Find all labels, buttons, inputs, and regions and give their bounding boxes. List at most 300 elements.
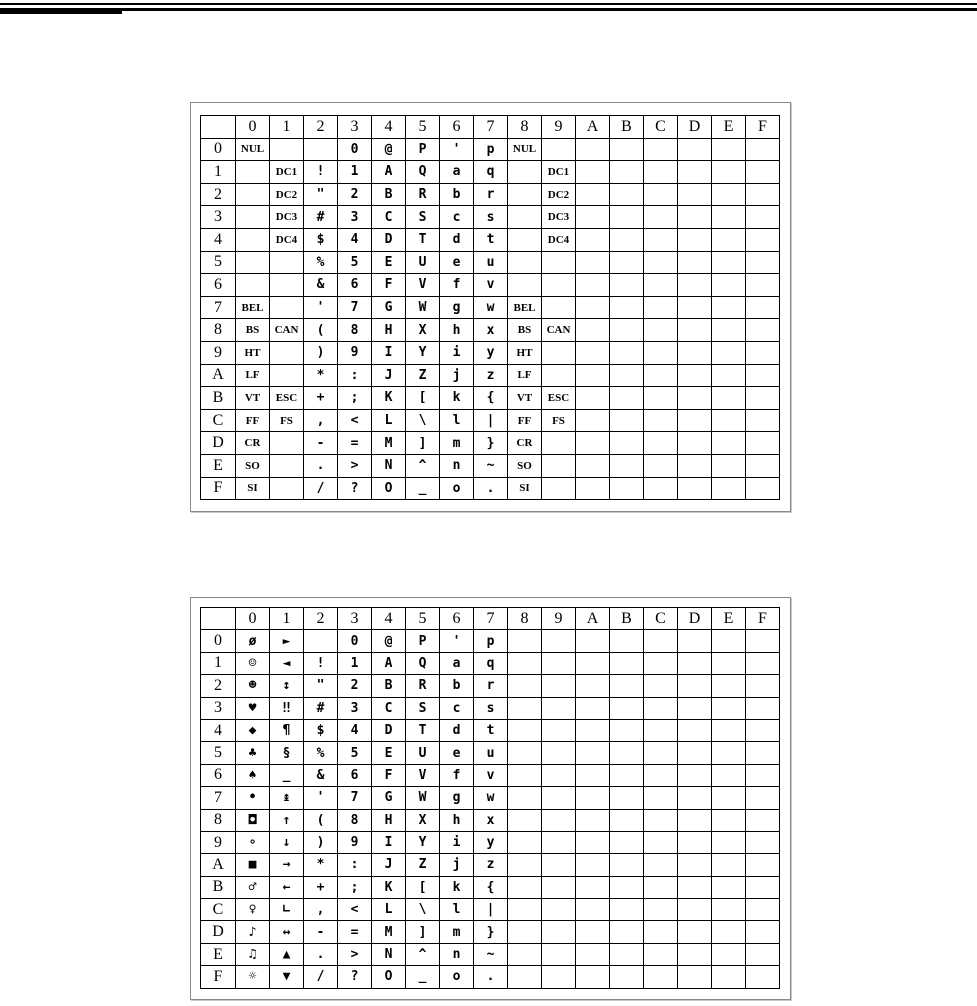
table-cell: D	[372, 228, 406, 251]
table-cell: -	[304, 921, 338, 943]
table-cell: R	[406, 183, 440, 206]
column-header: 3	[338, 116, 372, 139]
table-cell: ♣	[236, 742, 270, 764]
table-cell: j	[440, 854, 474, 876]
table-cell: {	[474, 876, 508, 898]
row-header: F	[201, 966, 236, 988]
table-cell	[236, 274, 270, 297]
table-cell	[678, 697, 712, 719]
table-cell	[508, 206, 542, 229]
row-header: 2	[201, 183, 236, 206]
table-cell: y	[474, 831, 508, 853]
row-header: 1	[201, 161, 236, 184]
table-cell	[644, 138, 678, 161]
table-cell	[678, 943, 712, 965]
table-cell: r	[474, 675, 508, 697]
table-cell	[678, 477, 712, 500]
table-cell	[712, 319, 746, 342]
table-cell	[542, 787, 576, 809]
table-row	[201, 809, 780, 831]
table-cell	[576, 341, 610, 364]
table-cell	[712, 183, 746, 206]
table-cell: S	[406, 697, 440, 719]
table-cell: BS	[508, 319, 542, 342]
row-header: 7	[201, 296, 236, 319]
table-cell	[610, 921, 644, 943]
table-cell	[712, 409, 746, 432]
table-cell	[508, 876, 542, 898]
table-cell: VT	[236, 387, 270, 410]
table-cell	[712, 341, 746, 364]
table-cell	[678, 764, 712, 786]
table-cell	[678, 675, 712, 697]
table-cell: ▼	[270, 966, 304, 988]
table-cell: ↑	[270, 809, 304, 831]
table-cell: p	[474, 138, 508, 161]
row-header: 4	[201, 719, 236, 741]
table-cell	[644, 477, 678, 500]
table-cell	[746, 675, 780, 697]
table-cell	[678, 432, 712, 455]
table-cell	[576, 206, 610, 229]
table-cell	[644, 341, 678, 364]
table-cell	[712, 787, 746, 809]
table-cell	[746, 719, 780, 741]
table-cell	[678, 787, 712, 809]
table-cell: 3	[338, 206, 372, 229]
table-row	[201, 251, 780, 274]
table-cell: (	[304, 319, 338, 342]
table-cell: ♠	[236, 764, 270, 786]
table-cell: b	[440, 183, 474, 206]
row-header: 6	[201, 274, 236, 297]
table-cell	[610, 296, 644, 319]
table-cell	[610, 432, 644, 455]
table-cell	[746, 364, 780, 387]
table-cell: DC1	[542, 161, 576, 184]
table-cell	[644, 966, 678, 988]
table-cell: "	[304, 675, 338, 697]
column-header: D	[678, 116, 712, 139]
table-cell: ~	[474, 943, 508, 965]
table-cell	[270, 477, 304, 500]
table-cell	[746, 876, 780, 898]
table-cell	[712, 138, 746, 161]
table-cell: e	[440, 742, 474, 764]
table-cell	[746, 652, 780, 674]
table-cell: ♂	[236, 876, 270, 898]
row-header: D	[201, 921, 236, 943]
table-cell	[542, 742, 576, 764]
table-cell: i	[440, 341, 474, 364]
table-cell: V	[406, 274, 440, 297]
table-row	[201, 652, 780, 674]
table-cell	[712, 274, 746, 297]
table-cell: A	[372, 161, 406, 184]
table-cell	[644, 296, 678, 319]
table-cell: ↕	[270, 675, 304, 697]
table-cell: !	[304, 161, 338, 184]
row-header: 5	[201, 251, 236, 274]
table-cell	[712, 899, 746, 921]
table-cell: DC3	[270, 206, 304, 229]
column-header: 8	[508, 608, 542, 630]
table-cell: v	[474, 274, 508, 297]
column-header: 1	[270, 116, 304, 139]
table-cell: 0	[338, 630, 372, 652]
table-cell	[610, 341, 644, 364]
table-cell: 8	[338, 809, 372, 831]
table-cell: (	[304, 809, 338, 831]
table-cell: *	[304, 364, 338, 387]
table-cell: F	[372, 764, 406, 786]
table-cell: \	[406, 899, 440, 921]
table-cell: CAN	[270, 319, 304, 342]
table-cell	[712, 477, 746, 500]
table-cell: e	[440, 251, 474, 274]
table-cell	[542, 341, 576, 364]
column-header: 0	[236, 608, 270, 630]
table-row	[201, 943, 780, 965]
table-cell: Y	[406, 831, 440, 853]
table-cell: ]	[406, 921, 440, 943]
table-cell	[610, 251, 644, 274]
table-cell: <	[338, 409, 372, 432]
table-cell: SI	[236, 477, 270, 500]
table-cell: SI	[508, 477, 542, 500]
table-cell: I	[372, 341, 406, 364]
table-cell	[542, 943, 576, 965]
table-cell: o	[440, 966, 474, 988]
table-row	[201, 364, 780, 387]
table-cell: u	[474, 742, 508, 764]
header-row	[201, 608, 780, 630]
table-cell: CR	[236, 432, 270, 455]
table-cell	[678, 364, 712, 387]
table-row	[201, 183, 780, 206]
table-cell: ?	[338, 477, 372, 500]
table-cell: /	[304, 477, 338, 500]
table-cell	[576, 787, 610, 809]
table-cell	[678, 161, 712, 184]
table-cell: .	[304, 454, 338, 477]
table-cell: !	[304, 652, 338, 674]
table-cell: 1	[338, 161, 372, 184]
character-table-1-frame	[190, 102, 791, 512]
table-cell: BEL	[236, 296, 270, 319]
table-cell: ,	[304, 899, 338, 921]
table-cell: ESC	[542, 387, 576, 410]
table-cell: i	[440, 831, 474, 853]
row-header: 7	[201, 787, 236, 809]
table-cell: ■	[236, 854, 270, 876]
row-header: 2	[201, 675, 236, 697]
table-cell	[746, 787, 780, 809]
table-cell	[508, 697, 542, 719]
row-header: B	[201, 876, 236, 898]
table-cell	[746, 274, 780, 297]
table-cell: q	[474, 161, 508, 184]
table-cell: SO	[236, 454, 270, 477]
table-cell	[542, 809, 576, 831]
table-cell	[576, 675, 610, 697]
table-cell	[508, 764, 542, 786]
table-row	[201, 206, 780, 229]
row-header: 3	[201, 206, 236, 229]
table-cell: LF	[508, 364, 542, 387]
column-header: 5	[406, 116, 440, 139]
table-cell: t	[474, 719, 508, 741]
table-cell: I	[372, 831, 406, 853]
table-cell	[508, 274, 542, 297]
table-cell	[576, 161, 610, 184]
table-cell	[746, 943, 780, 965]
table-cell	[270, 251, 304, 274]
table-cell: j	[440, 364, 474, 387]
table-cell	[746, 296, 780, 319]
table-cell: N	[372, 454, 406, 477]
table-cell: b	[440, 675, 474, 697]
table-cell: ESC	[270, 387, 304, 410]
table-cell: §	[270, 742, 304, 764]
row-header: F	[201, 477, 236, 500]
table-cell: ☼	[236, 966, 270, 988]
table-cell	[746, 899, 780, 921]
table-cell: c	[440, 697, 474, 719]
table-cell	[576, 921, 610, 943]
table-cell: →	[270, 854, 304, 876]
table-cell: :	[338, 854, 372, 876]
table-cell: o	[440, 477, 474, 500]
table-cell	[644, 364, 678, 387]
table-cell	[542, 899, 576, 921]
row-header: C	[201, 409, 236, 432]
table-cell	[678, 319, 712, 342]
table-cell	[746, 341, 780, 364]
table-cell	[270, 432, 304, 455]
table-cell: a	[440, 161, 474, 184]
table-cell: NUL	[236, 138, 270, 161]
table-cell	[610, 319, 644, 342]
table-cell: u	[474, 251, 508, 274]
table-cell	[746, 319, 780, 342]
table-cell	[576, 831, 610, 853]
table-row	[201, 409, 780, 432]
table-cell	[576, 138, 610, 161]
table-row	[201, 921, 780, 943]
table-cell	[712, 876, 746, 898]
table-cell: T	[406, 228, 440, 251]
table-cell	[712, 854, 746, 876]
table-cell: $	[304, 719, 338, 741]
table-cell	[644, 921, 678, 943]
table-cell: ø	[236, 630, 270, 652]
column-header: 5	[406, 608, 440, 630]
table-cell	[746, 630, 780, 652]
table-cell	[236, 161, 270, 184]
table-cell	[610, 966, 644, 988]
table-cell	[576, 274, 610, 297]
table-cell: O	[372, 966, 406, 988]
table-cell: ▲	[270, 943, 304, 965]
table-cell: }	[474, 921, 508, 943]
table-cell	[712, 161, 746, 184]
row-header: 3	[201, 697, 236, 719]
table-cell: ;	[338, 387, 372, 410]
column-header: 7	[474, 608, 508, 630]
table-cell	[610, 183, 644, 206]
table-cell	[542, 697, 576, 719]
table-cell: .	[474, 477, 508, 500]
table-cell	[576, 183, 610, 206]
table-cell: '	[440, 138, 474, 161]
table-cell: DC2	[270, 183, 304, 206]
table-cell: |	[474, 899, 508, 921]
column-header: 9	[542, 116, 576, 139]
table-cell	[712, 675, 746, 697]
table-cell	[508, 183, 542, 206]
table-cell: A	[372, 652, 406, 674]
table-cell: 2	[338, 675, 372, 697]
table-cell: *	[304, 854, 338, 876]
table-cell	[508, 251, 542, 274]
table-cell	[712, 742, 746, 764]
row-header: E	[201, 943, 236, 965]
table-cell	[236, 251, 270, 274]
table-cell	[610, 943, 644, 965]
row-header: E	[201, 454, 236, 477]
table-cell: U	[406, 742, 440, 764]
table-cell: BS	[236, 319, 270, 342]
table-cell: K	[372, 387, 406, 410]
table-cell: s	[474, 697, 508, 719]
table-cell: DC2	[542, 183, 576, 206]
table-cell: 7	[338, 296, 372, 319]
table-cell: ¶	[270, 719, 304, 741]
table-cell	[508, 675, 542, 697]
table-cell	[610, 387, 644, 410]
character-table-1	[200, 115, 780, 500]
table-cell	[508, 809, 542, 831]
table-cell: d	[440, 228, 474, 251]
table-cell: 9	[338, 341, 372, 364]
table-cell	[678, 454, 712, 477]
table-cell: G	[372, 296, 406, 319]
table-cell	[644, 630, 678, 652]
row-header: 5	[201, 742, 236, 764]
table-cell	[610, 652, 644, 674]
table-cell: k	[440, 387, 474, 410]
table-cell: f	[440, 764, 474, 786]
table-cell	[678, 138, 712, 161]
column-header: E	[712, 608, 746, 630]
table-cell	[712, 251, 746, 274]
table-row	[201, 161, 780, 184]
table-cell	[678, 652, 712, 674]
table-cell: J	[372, 364, 406, 387]
table-cell: U	[406, 251, 440, 274]
column-header: D	[678, 608, 712, 630]
table-cell: HT	[236, 341, 270, 364]
column-header: 2	[304, 116, 338, 139]
row-header: D	[201, 432, 236, 455]
column-header: B	[610, 116, 644, 139]
table-cell: R	[406, 675, 440, 697]
table-cell	[678, 809, 712, 831]
column-header: 6	[440, 116, 474, 139]
table-cell: h	[440, 809, 474, 831]
table-cell	[678, 899, 712, 921]
table-cell: _	[406, 966, 440, 988]
top-rule-tab	[0, 11, 122, 14]
table-cell	[644, 719, 678, 741]
table-cell: ◘	[236, 809, 270, 831]
table-cell: m	[440, 921, 474, 943]
table-cell: 2	[338, 183, 372, 206]
table-cell: d	[440, 719, 474, 741]
table-cell: r	[474, 183, 508, 206]
table-cell	[678, 341, 712, 364]
table-cell: 4	[338, 719, 372, 741]
table-row	[201, 876, 780, 898]
table-cell	[712, 387, 746, 410]
table-cell	[712, 206, 746, 229]
table-cell	[270, 364, 304, 387]
table-cell	[508, 652, 542, 674]
table-cell: )	[304, 831, 338, 853]
table-cell	[270, 454, 304, 477]
table-row	[201, 228, 780, 251]
column-header: A	[576, 608, 610, 630]
character-table-2-frame	[190, 597, 791, 1000]
table-cell: +	[304, 387, 338, 410]
table-cell: B	[372, 183, 406, 206]
table-cell: 1	[338, 652, 372, 674]
table-cell	[712, 454, 746, 477]
table-cell	[508, 831, 542, 853]
table-cell: X	[406, 319, 440, 342]
table-cell: .	[474, 966, 508, 988]
table-cell: v	[474, 764, 508, 786]
table-cell: M	[372, 921, 406, 943]
table-cell: s	[474, 206, 508, 229]
table-row	[201, 432, 780, 455]
table-cell	[610, 854, 644, 876]
column-header: 1	[270, 608, 304, 630]
table-cell	[576, 432, 610, 455]
table-cell: FS	[542, 409, 576, 432]
table-cell	[576, 764, 610, 786]
table-cell: FF	[508, 409, 542, 432]
table-cell	[644, 876, 678, 898]
table-cell: a	[440, 652, 474, 674]
table-cell	[542, 477, 576, 500]
table-cell	[576, 899, 610, 921]
table-cell: H	[372, 319, 406, 342]
table-cell: K	[372, 876, 406, 898]
table-cell: ∘	[236, 831, 270, 853]
table-cell	[644, 161, 678, 184]
table-cell	[576, 251, 610, 274]
table-cell: G	[372, 787, 406, 809]
table-cell: g	[440, 296, 474, 319]
table-cell	[576, 296, 610, 319]
table-cell: \	[406, 409, 440, 432]
table-row	[201, 764, 780, 786]
table-cell: >	[338, 943, 372, 965]
table-cell: x	[474, 809, 508, 831]
table-cell: :	[338, 364, 372, 387]
